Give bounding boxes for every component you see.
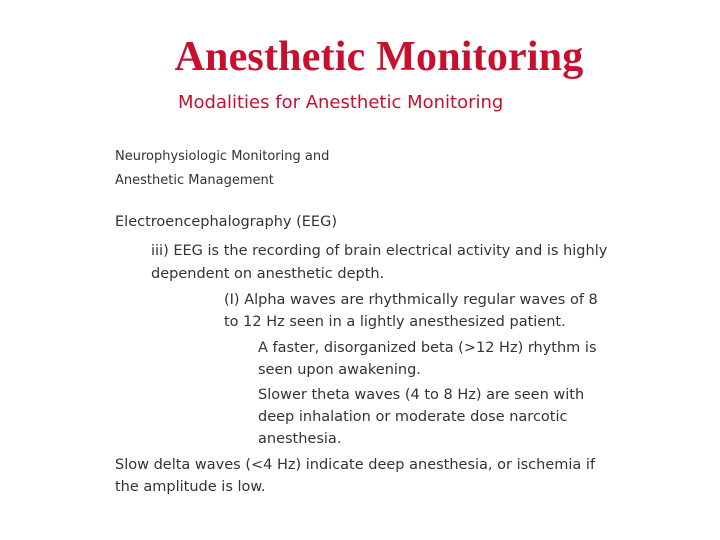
section-heading-line-2: Anesthetic Management <box>115 173 274 188</box>
slide-title: Anesthetic Monitoring <box>174 34 584 80</box>
body-line-4: to 12 Hz seen in a lightly anesthesized patient. <box>224 314 566 330</box>
body-line-3: (I) Alpha waves are rhythmically regular waves of 8 <box>224 292 598 308</box>
body-line-9: anesthesia. <box>258 431 342 447</box>
body-line-11: the amplitude is low. <box>115 479 266 495</box>
body-line-5: A faster, disorganized beta (>12 Hz) rhythm is <box>258 340 597 356</box>
section-heading-line-1: Neurophysiologic Monitoring and <box>115 149 330 164</box>
body-line-eeg-heading: Electroencephalography (EEG) <box>115 214 337 230</box>
body-line-8: deep inhalation or moderate dose narcotic <box>258 409 568 425</box>
body-line-1: iii) EEG is the recording of brain electrical activity and is highly <box>151 243 608 259</box>
body-line-10: Slow delta waves (<4 Hz) indicate deep anesthesia, or ischemia if <box>115 457 596 473</box>
body-line-7: Slower theta waves (4 to 8 Hz) are seen with <box>258 387 585 403</box>
body-line-6: seen upon awakening. <box>258 362 421 378</box>
slide-subtitle: Modalities for Anesthetic Monitoring <box>178 92 504 113</box>
body-line-2: dependent on anesthetic depth. <box>151 266 385 282</box>
